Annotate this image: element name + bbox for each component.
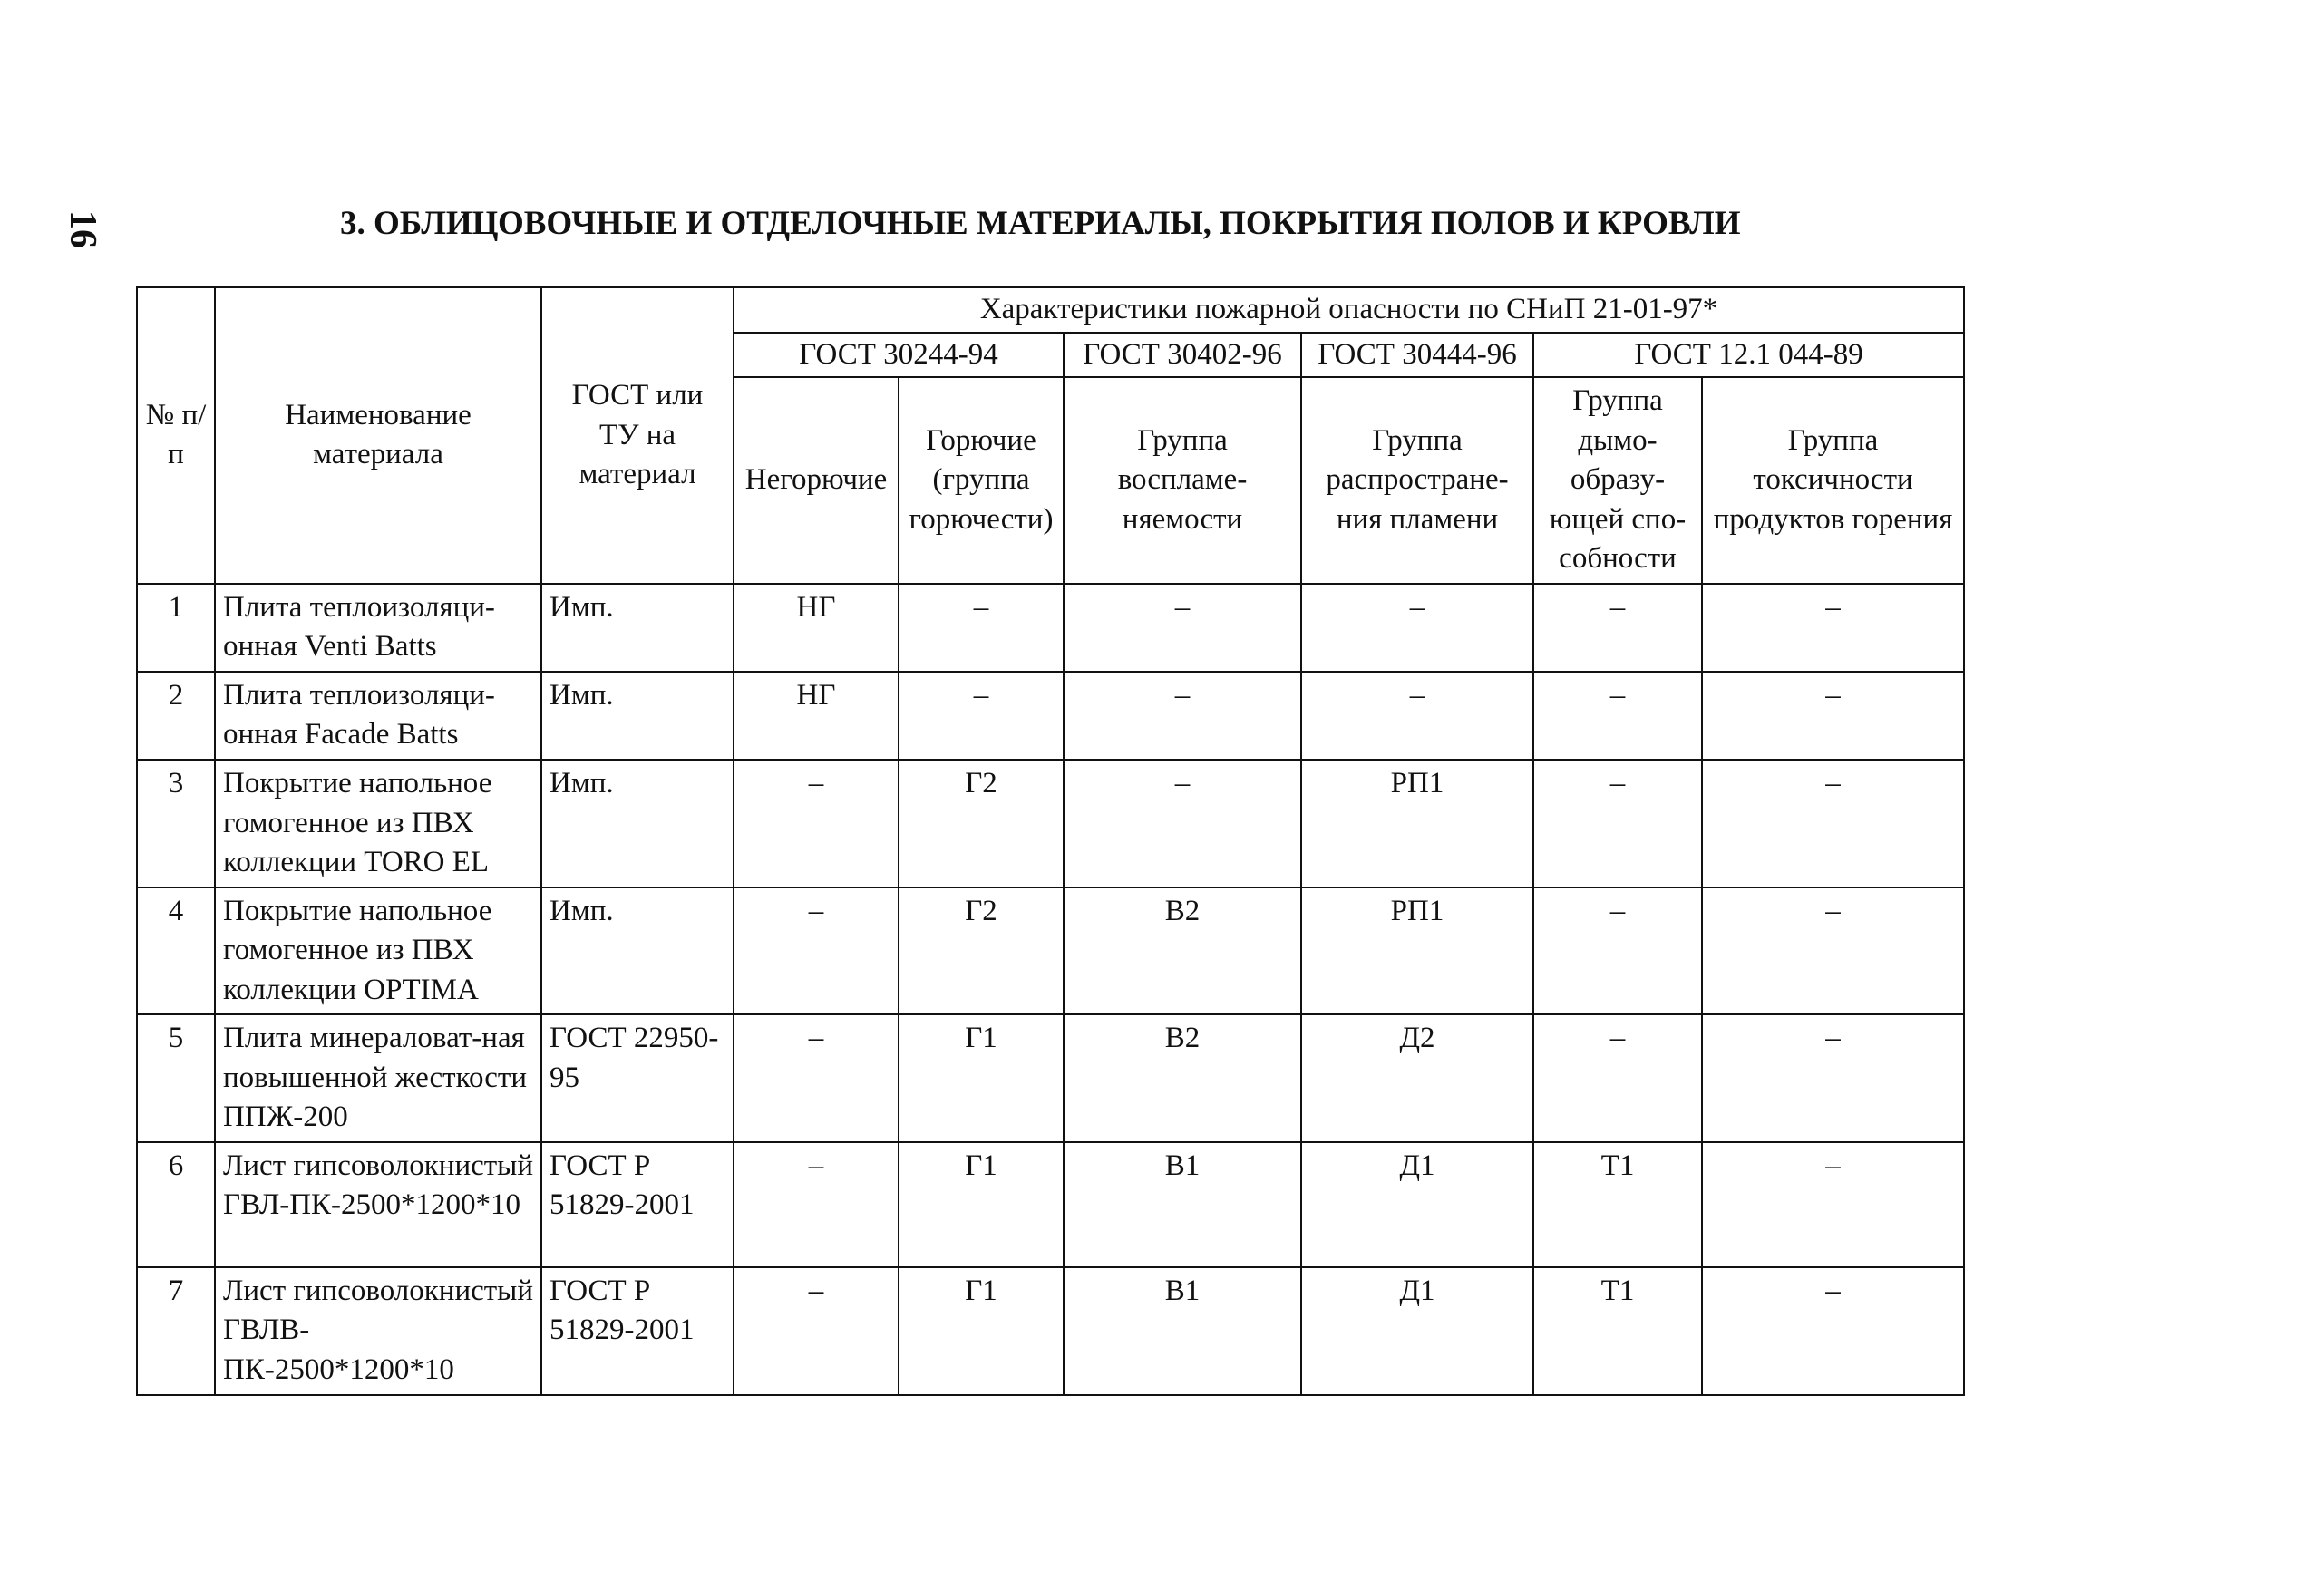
cell-gost: Имп. xyxy=(541,887,734,1015)
table-row xyxy=(137,1267,1964,1395)
cell-name: Плита теплоизоляци-онная Facade Batts xyxy=(215,672,541,760)
cell-value: Д1 xyxy=(1301,1142,1533,1267)
cell-gost: Имп. xyxy=(541,672,734,760)
cell-name: Плита минераловат-ная повышенной жесткости ППЖ-200 xyxy=(215,1014,541,1142)
cell-num: 2 xyxy=(137,672,215,760)
cell-value: – xyxy=(1533,584,1702,672)
cell-gost: ГОСТ Р 51829-2001 xyxy=(541,1267,734,1395)
cell-value: – xyxy=(1301,672,1533,760)
header-column: Горючие (группа горючести) xyxy=(899,377,1064,584)
cell-value: – xyxy=(734,1267,899,1395)
cell-name: Лист гипсоволокнистый ГВЛ-ПК-2500*1200*10 xyxy=(215,1142,541,1267)
cell-value: – xyxy=(1064,760,1301,887)
page-number: 16 xyxy=(62,210,103,248)
header-standard: ГОСТ 30444-96 xyxy=(1301,333,1533,378)
cell-name: Покрытие напольное гомогенное из ПВХ коллекции TORO EL xyxy=(215,760,541,887)
cell-value: – xyxy=(1533,672,1702,760)
cell-value: Т1 xyxy=(1533,1267,1702,1395)
header-column: Группа токсичности продуктов горения xyxy=(1702,377,1964,584)
cell-num: 7 xyxy=(137,1267,215,1395)
cell-value: – xyxy=(1064,672,1301,760)
header-gost: ГОСТ или ТУ на материал xyxy=(541,287,734,584)
header-column: Негорючие xyxy=(734,377,899,584)
cell-value: – xyxy=(734,1014,899,1142)
header-standard: ГОСТ 12.1 044-89 xyxy=(1533,333,1964,378)
header-fire-characteristics: Характеристики пожарной опасности по СНиП 21-01-97* xyxy=(734,287,1964,333)
table-row xyxy=(137,1014,1964,1142)
header-standard: ГОСТ 30402-96 xyxy=(1064,333,1301,378)
cell-value: – xyxy=(1702,1267,1964,1395)
header-standard: ГОСТ 30244-94 xyxy=(734,333,1064,378)
cell-value: – xyxy=(734,760,899,887)
cell-value: НГ xyxy=(734,584,899,672)
cell-gost: Имп. xyxy=(541,760,734,887)
cell-value: – xyxy=(1702,1014,1964,1142)
cell-value: Г2 xyxy=(899,887,1064,1015)
cell-num: 5 xyxy=(137,1014,215,1142)
cell-value: Г1 xyxy=(899,1142,1064,1267)
cell-value: – xyxy=(734,1142,899,1267)
cell-value: – xyxy=(1702,887,1964,1015)
cell-value: Г1 xyxy=(899,1267,1064,1395)
header-row-1 xyxy=(137,287,1964,333)
cell-value: – xyxy=(734,887,899,1015)
table-row xyxy=(137,760,1964,887)
cell-value: – xyxy=(899,672,1064,760)
cell-name: Покрытие напольное гомогенное из ПВХ коллекции OPTIMA xyxy=(215,887,541,1015)
cell-num: 4 xyxy=(137,887,215,1015)
header-column: Группа воспламе-няемости xyxy=(1064,377,1301,584)
section-title: 3. ОБЛИЦОВОЧНЫЕ И ОТДЕЛОЧНЫЕ МАТЕРИАЛЫ, ПОКРЫТИЯ ПОЛОВ И КРОВЛИ xyxy=(340,205,1741,242)
header-num: № п/п xyxy=(137,287,215,584)
cell-name: Лист гипсоволокнистый ГВЛВ-ПК-2500*1200*10 xyxy=(215,1267,541,1395)
cell-name: Плита теплоизоляци-онная Venti Batts xyxy=(215,584,541,672)
table-row xyxy=(137,1142,1964,1267)
cell-gost: ГОСТ Р 51829-2001 xyxy=(541,1142,734,1267)
cell-value: Д1 xyxy=(1301,1267,1533,1395)
cell-value: – xyxy=(1702,1142,1964,1267)
cell-value: НГ xyxy=(734,672,899,760)
cell-value: Г2 xyxy=(899,760,1064,887)
cell-value: В2 xyxy=(1064,1014,1301,1142)
cell-gost: ГОСТ 22950-95 xyxy=(541,1014,734,1142)
cell-value: РП1 xyxy=(1301,760,1533,887)
fire-characteristics-table xyxy=(136,286,1965,1396)
cell-value: – xyxy=(1533,1014,1702,1142)
cell-value: – xyxy=(1064,584,1301,672)
cell-value: РП1 xyxy=(1301,887,1533,1015)
cell-gost: Имп. xyxy=(541,584,734,672)
cell-value: Д2 xyxy=(1301,1014,1533,1142)
cell-value: – xyxy=(1533,887,1702,1015)
table-row xyxy=(137,584,1964,672)
cell-value: – xyxy=(1301,584,1533,672)
cell-value: Г1 xyxy=(899,1014,1064,1142)
cell-value: В1 xyxy=(1064,1267,1301,1395)
cell-num: 1 xyxy=(137,584,215,672)
cell-value: – xyxy=(1702,672,1964,760)
cell-value: – xyxy=(1702,584,1964,672)
cell-value: – xyxy=(1702,760,1964,887)
cell-num: 6 xyxy=(137,1142,215,1267)
table-row xyxy=(137,672,1964,760)
header-column: Группа распростране-ния пламени xyxy=(1301,377,1533,584)
cell-value: В2 xyxy=(1064,887,1301,1015)
header-name: Наименование материала xyxy=(215,287,541,584)
cell-value: – xyxy=(899,584,1064,672)
cell-num: 3 xyxy=(137,760,215,887)
table-row xyxy=(137,887,1964,1015)
header-column: Группа дымо-образу-ющей спо-собности xyxy=(1533,377,1702,584)
cell-value: В1 xyxy=(1064,1142,1301,1267)
cell-value: Т1 xyxy=(1533,1142,1702,1267)
cell-value: – xyxy=(1533,760,1702,887)
